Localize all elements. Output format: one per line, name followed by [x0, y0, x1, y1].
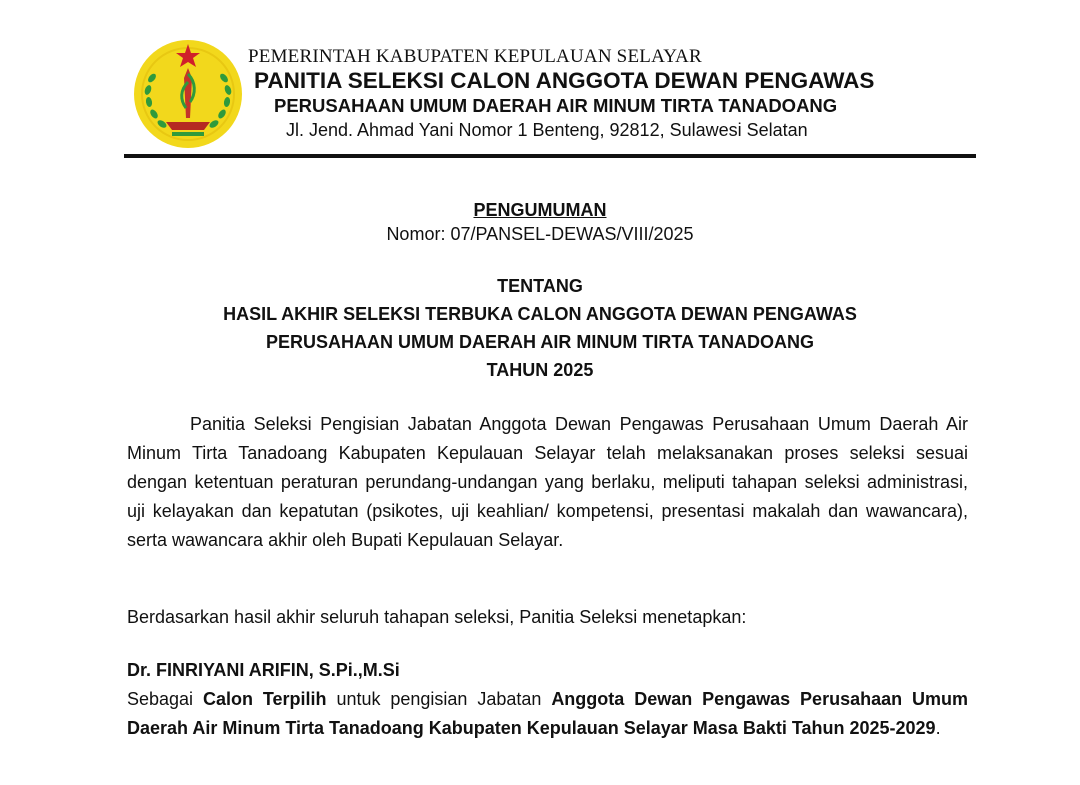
selected-candidate-name: Dr. FINRIYANI ARIFIN, S.Pi.,M.Si: [127, 660, 400, 680]
regency-emblem-icon: [132, 38, 244, 150]
body-paragraph-2: Berdasarkan hasil akhir seluruh tahapan seleksi, Panitia Seleksi menetapkan:: [127, 607, 747, 627]
announcement-heading: PENGUMUMAN: [473, 200, 607, 220]
subject-line-2: PERUSAHAAN UMUM DAERAH AIR MINUM TIRTA TANADOANG: [266, 332, 814, 352]
body-paragraph-1: Panitia Seleksi Pengisian Jabatan Anggota Dewan Pengawas Perusahaan Umum Daerah Air Minum Tirta Tanadoang Kabupaten Kepulauan Selayar telah melaksanakan proses seleksi sesuai dengan ketentuan peraturan perundang-undangan yang berlaku, meliputi tahapan seleksi administrasi, uji kelayakan dan kepatutan (psikotes, uji keahlian/ kompetensi, presentasi makalah dan wawancara), serta wawancara akhir oleh Bupati Kepulauan Selayar.: [127, 414, 968, 550]
result-text-2: untuk pengisian Jabatan: [326, 689, 552, 709]
announcement-heading-block: [100, 198, 980, 246]
result-text-selected: Calon Terpilih: [202, 689, 327, 709]
company-name: PERUSAHAAN UMUM DAERAH AIR MINUM TIRTA TANADOANG: [274, 95, 838, 116]
letterhead-divider: [124, 154, 976, 158]
government-name: PEMERINTAH KABUPATEN KEPULAUAN SELAYAR: [248, 46, 702, 67]
address: Jl. Jend. Ahmad Yani Nomor 1 Benteng, 92812, Sulawesi Selatan: [286, 120, 808, 140]
announcement-number: Nomor: 07/PANSEL-DEWAS/VIII/2025: [386, 224, 694, 244]
announcement-subject-block: [100, 272, 980, 384]
result-block: [127, 656, 968, 743]
letterhead: [248, 46, 968, 142]
result-text-position: Anggota Dewan Pengawas Perusahaan Umum Daerah Air Minum Tirta Tanadoang Kabupaten Kepulauan Selayar Masa Bakti Tahun 2025-2029: [127, 689, 969, 738]
committee-name: PANITIA SELEKSI CALON ANGGOTA DEWAN PENGAWAS: [254, 68, 875, 93]
about-label: TENTANG: [497, 276, 583, 296]
subject-line-3: TAHUN 2025: [486, 360, 594, 380]
result-text-end: .: [935, 718, 941, 738]
subject-line-1: HASIL AKHIR SELEKSI TERBUKA CALON ANGGOTA DEWAN PENGAWAS: [223, 304, 857, 324]
result-text-1: Sebagai: [127, 689, 203, 709]
result-statement: [127, 685, 968, 743]
